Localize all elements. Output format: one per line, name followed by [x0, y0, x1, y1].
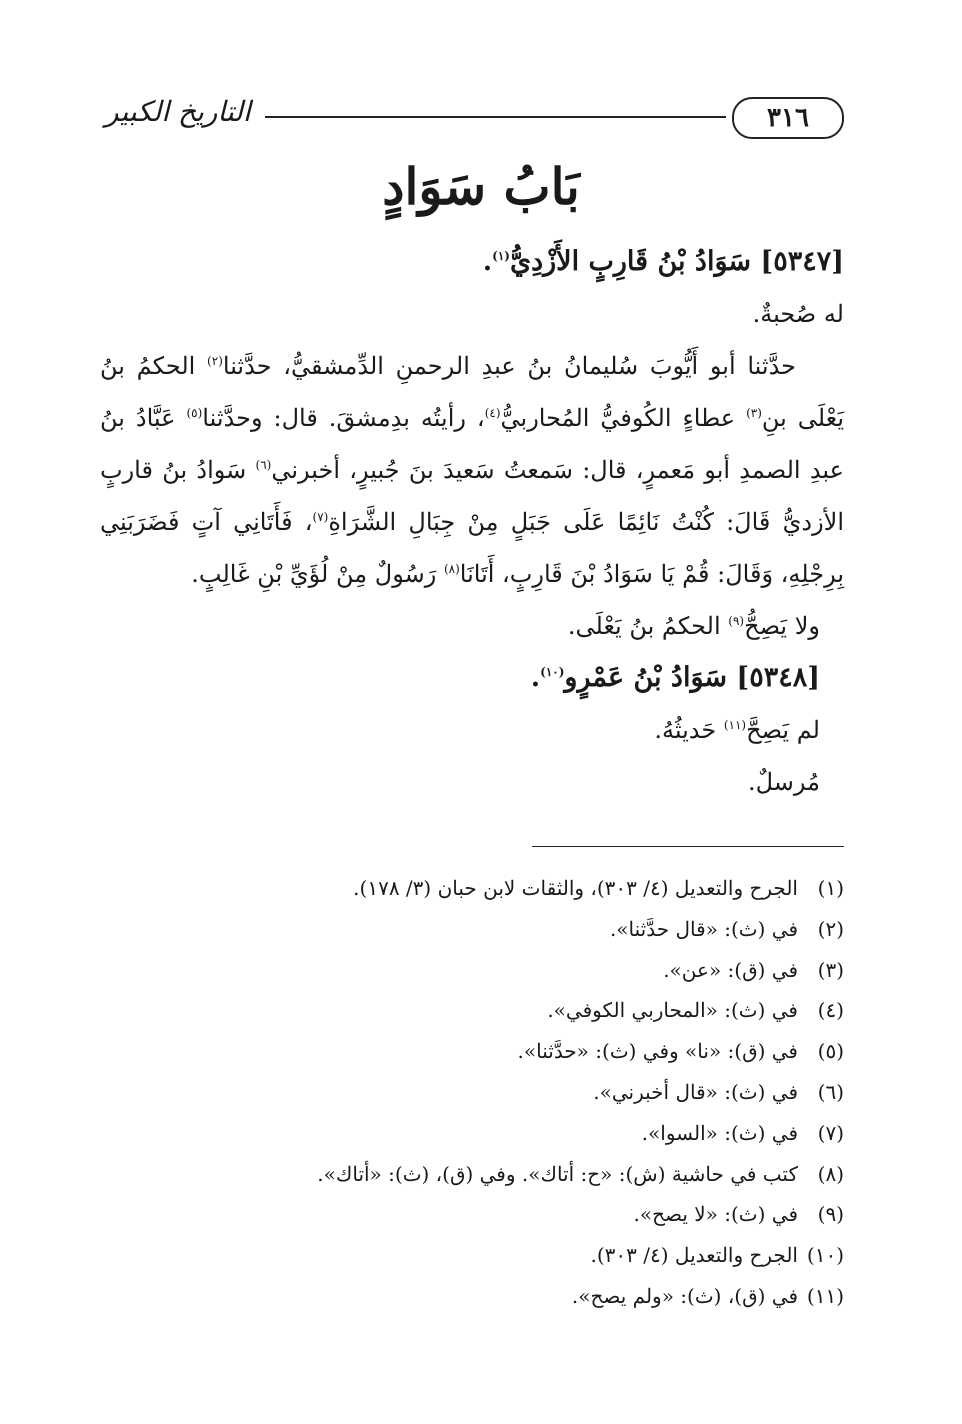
companion-text: له صُحبةٌ.	[752, 300, 844, 328]
text-line	[100, 548, 844, 600]
text-span: ، فَأَتَانِي آتٍ فَضَرَبَنِي	[100, 508, 313, 536]
text-span: الأزديُّ قَالَ: كُنْتُ نَائِمًا عَلَى جَبَلٍ مِنْ جِبَالِ الشَّرَاةِ	[328, 508, 845, 536]
footnote-11	[150, 1276, 844, 1317]
text-line	[100, 496, 844, 548]
footnote-7	[150, 1113, 844, 1154]
footnote-10	[150, 1235, 844, 1276]
footnote-ref: (١١)	[723, 718, 747, 732]
text-line	[100, 288, 844, 340]
text-span: مُرسلٌ.	[747, 768, 820, 796]
text-span: يَعْلَى بنِ	[761, 404, 845, 432]
text-span: عَبَّادُ بنُ	[100, 404, 176, 432]
page-number: ٣١٦	[732, 97, 844, 139]
footnote-text: في (ث): «السوا».	[641, 1120, 798, 1145]
footnote-ref: (١)	[492, 249, 510, 263]
text-span: الحكمُ بنُ يَعْلَى.	[567, 612, 721, 640]
footnote-text: في (ث): «لا يصح».	[633, 1202, 798, 1227]
text-span: حَديثُهُ.	[654, 716, 717, 744]
page-header	[105, 95, 844, 145]
text-span: سَوادُ بنُ قاربٍ	[100, 456, 247, 484]
text-span: عطاءٍ الكُوفيُّ المُحاربيُّ	[500, 404, 736, 432]
footnote-ref: (٩)	[728, 614, 745, 628]
footnote-text: في (ق): «عن».	[663, 957, 798, 982]
footnote-ref: (٤)	[484, 406, 501, 420]
footnote-3	[150, 950, 844, 991]
footnote-number: (٥)	[817, 1039, 844, 1064]
footnote-number: (٣)	[817, 957, 844, 982]
footnote-1	[150, 868, 844, 909]
footnote-ref: (٥)	[186, 406, 203, 420]
footnote-text: في (ق)، (ث): «ولم يصح».	[571, 1283, 798, 1308]
text-span: الحكمُ بنُ	[100, 352, 196, 380]
footnote-text: الجرح والتعديل (٤/ ٣٠٣)، والثقات لابن حبان (٣/ ١٧٨).	[353, 876, 798, 900]
footnote-4	[150, 990, 844, 1031]
text-line	[100, 600, 844, 652]
footnote-6	[150, 1072, 844, 1113]
footnote-5	[150, 1031, 844, 1072]
text-line	[100, 756, 844, 808]
footnote-ref: (٣)	[746, 406, 762, 420]
footnote-number: (٦)	[817, 1079, 844, 1104]
text-line	[100, 444, 844, 496]
text-span: حدَّثنا أبو أَيُّوبَ سُليمانُ بنُ عبدِ الرحمنِ الدِّمشقيُّ، حدَّثنا	[222, 352, 796, 380]
footnote-number: (٧)	[817, 1120, 844, 1145]
footnote-ref: (٢)	[207, 354, 223, 368]
entry-heading-text: [٥٣٤٧] سَوَادُ بْنُ قَارِبٍ الأَزْدِيُّ	[509, 246, 844, 277]
entry-heading-text: [٥٣٤٨] سَوَادُ بْنُ عَمْرٍو	[564, 662, 820, 693]
footnote-separator	[532, 846, 844, 847]
text-span: ولا يَصِحُّ	[744, 612, 820, 640]
text-span: لم يَصِحَّ	[746, 716, 820, 744]
footnote-ref: (٦)	[255, 458, 272, 472]
footnote-number: (٢)	[817, 916, 844, 941]
footnote-9	[150, 1194, 844, 1235]
text-span: عبدِ الصمدِ أبو مَعمرٍ، قال: سَمعتُ سَعيدَ بنَ جُبيرٍ، أخبرني	[271, 456, 844, 484]
footnote-text: في (ث): «قال أخبرني».	[593, 1079, 798, 1104]
footnotes	[150, 868, 844, 1317]
footnote-number: (٩)	[817, 1202, 844, 1227]
footnote-number: (١)	[817, 876, 844, 900]
footnote-number: (١١)	[806, 1283, 844, 1308]
text-line	[100, 340, 844, 392]
footnote-text: الجرح والتعديل (٤/ ٣٠٣).	[590, 1243, 798, 1268]
footnote-ref: (٧)	[312, 510, 329, 524]
chapter-title: بَابُ سَوَادٍ	[382, 157, 580, 216]
paragraph-chain	[100, 340, 844, 600]
entry-heading-end: .	[530, 662, 541, 693]
header-rule	[265, 116, 726, 118]
entry-heading-5348	[100, 652, 844, 704]
footnote-text: كتب في حاشية (ش): «ح: أتاك». وفي (ق)، (ث): «أتاك».	[317, 1161, 798, 1186]
entry-heading-end: .	[482, 246, 493, 277]
footnote-text: في (ث): «قال حدَّثنا».	[609, 916, 798, 941]
footnote-8	[150, 1154, 844, 1195]
footnote-number: (٨)	[817, 1161, 844, 1186]
book-title: التاريخ الكبير	[105, 95, 251, 128]
footnote-2	[150, 909, 844, 950]
footnote-text: في (ق): «نا» وفي (ث): «حدَّثنا».	[517, 1039, 798, 1064]
text-span: بِرِجْلِهِ، وَقَالَ: قُمْ يَا سَوَادُ بْنَ قَارِبٍ، أَتَانَا	[459, 560, 844, 588]
footnote-ref: (٨)	[443, 562, 460, 576]
footnote-number: (١٠)	[806, 1243, 844, 1268]
main-text	[100, 236, 844, 808]
footnote-ref: (١٠)	[540, 665, 565, 679]
text-line	[100, 704, 844, 756]
footnote-text: في (ث): «المحاربي الكوفي».	[547, 998, 798, 1023]
entry-heading-5347	[100, 236, 844, 288]
footnote-number: (٤)	[817, 998, 844, 1023]
text-line	[100, 392, 844, 444]
text-span: رَسُولٌ مِنْ لُؤَيِّ بْنِ غَالِبٍ.	[191, 560, 437, 588]
text-span: ، رأيتُه بدِمشقَ. قال: وحدَّثنا	[202, 404, 485, 432]
